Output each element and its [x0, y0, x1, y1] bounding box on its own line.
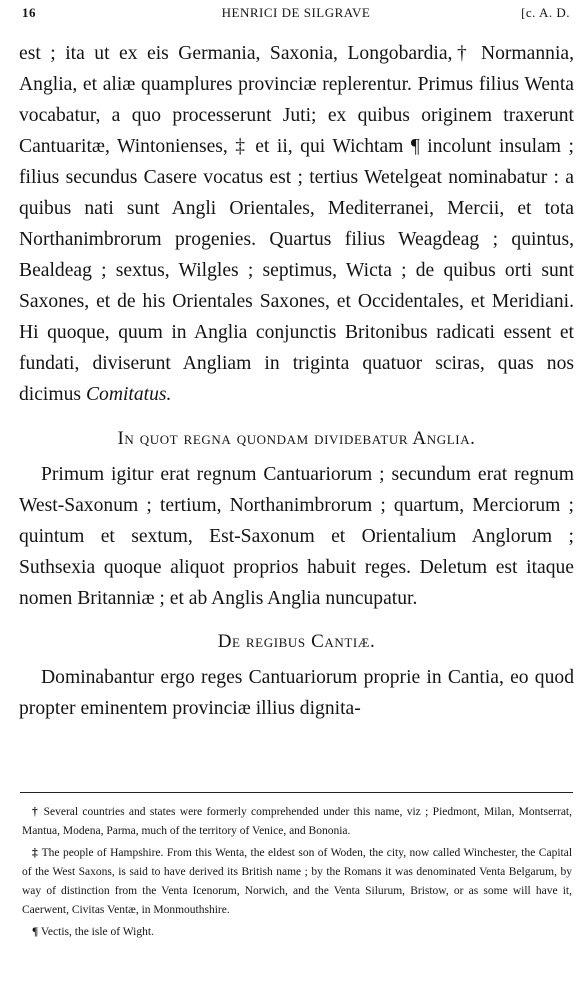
footnote-mark: † — [32, 806, 40, 818]
footnote-text: The people of Hampshire. From this Wenta, the eldest son of Woden, the city, now called Winchester, the Capital of the West Saxons, is said to have derived its British name ; by the Romans it was denominated Venta Belgarum, by way of distinction from the Venta Icenorum, Norwich, and the Venta Silurum, Bristow, or as some will have it, Caerwent, Civitas Ventæ, in Monmouthshire. — [22, 847, 573, 916]
paragraph-1-italic: Comitatus. — [85, 384, 172, 405]
paragraph-1-text: est ; ita ut ex eis Germania, Saxonia, Longobardia,† Normannia, Anglia, et aliæ quamplures provinciæ replerentur. Primus filius Wenta vocabatur, a quo processerunt Juti; ex quibus originem traxerunt Cantuaritæ, Wintonienses, ‡ et ii, qui Wichtam ¶ incolunt insulam ; filius secundus Casere vocatus est ; tertius Wetelgeat nominabatur : a quibus nati sunt Angli Orientales, Mediterranei, Mercii, et tota Northanimbrorum progenies. Quartus filius Weagdeag ; quintus, Bealdeag ; sextus, Wilgles ; septimus, Wicta ; de quibus orti sunt Saxones, et de his Orientales Saxones, et Occidentales, et Meridiani. Hi quoque, quum in Anglia conjunctis Britonibus radicati essent et fundati, diviserunt Angliam in triginta quatuor sciras, quas nos dicimus — [19, 43, 574, 405]
running-date: [c. A. D. — [521, 5, 570, 20]
footnote-text: Several countries and states were formerly comprehended under this name, viz ; Piedmont, Milan, Montserrat, Mantua, Modena, Parma, much of the territory of Venice, and Bononia. — [22, 806, 573, 837]
footnote-mark: ‡ — [32, 847, 39, 859]
paragraph-1 — [19, 38, 574, 410]
footnotes — [22, 803, 572, 945]
paragraph-2: Primum igitur erat regnum Cantuariorum ; secundum erat regnum West-Saxonum ; tertium, Northanimbrorum ; quartum, Merciorum ; quintum et sextum, Est-Saxonum et Orientalium Anglorum ; Suthsexia quoque aliquot proprios habuit reges. Deletum est itaque nomen Britanniæ ; et ab Anglis Anglia nuncupatur. — [19, 464, 574, 609]
main-text — [19, 38, 574, 724]
footnote — [22, 803, 572, 841]
running-head — [22, 5, 570, 27]
running-title: HENRICI DE SILGRAVE — [221, 5, 371, 20]
section-heading-kingdoms: In quot regna quondam dividebatur Anglia. — [117, 428, 476, 449]
footnote-text: Vectis, the isle of Wight. — [40, 926, 154, 938]
page-number: 16 — [22, 5, 36, 20]
section-heading-kings: De regibus Cantiæ. — [217, 631, 376, 652]
footnote — [22, 844, 572, 920]
footnote-mark: ¶ — [32, 926, 39, 938]
footnote — [22, 923, 572, 942]
paragraph-3: Dominabantur ergo reges Cantuariorum proprie in Cantia, eo quod propter eminentem provinciæ illius dignita- — [19, 667, 574, 719]
footnote-rule — [20, 792, 573, 793]
